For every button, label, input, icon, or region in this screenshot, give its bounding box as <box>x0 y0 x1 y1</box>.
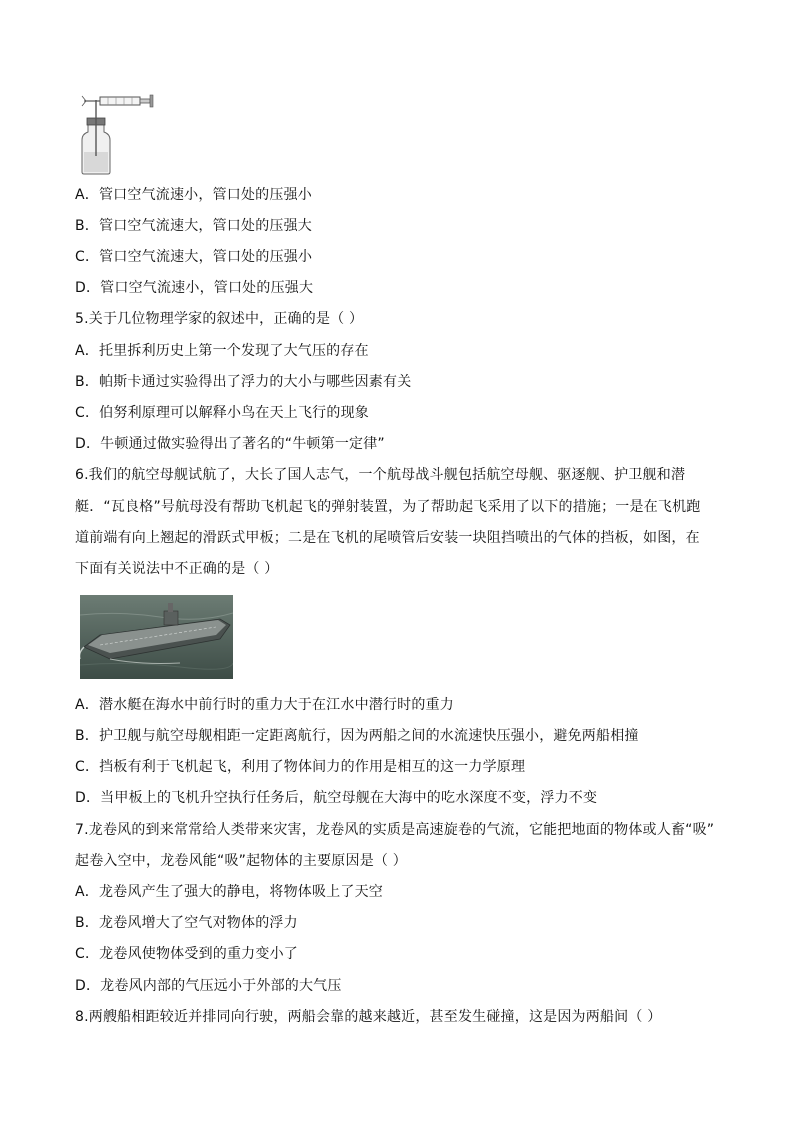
aircraft-carrier-photo <box>80 595 233 679</box>
q4-option-d: D．管口空气流速小，管口处的压强大 <box>75 280 314 296</box>
q7-option-b: B．龙卷风增大了空气对物体的浮力 <box>75 915 298 931</box>
q5-option-b: B．帕斯卡通过实验得出了浮力的大小与哪些因素有关 <box>75 374 412 390</box>
q6-option-b: B．护卫舰与航空母舰相距一定距离航行，因为两船之间的水流速快压强小，避免两船相撞 <box>75 728 639 744</box>
q7-stem-line: 起卷入空中，龙卷风能“吸”起物体的主要原因是（ ） <box>75 853 407 869</box>
q7-stem-line: 7.龙卷风的到来常常给人类带来灾害，龙卷风的实质是高速旋卷的气流，它能把地面的物体或人畜“吸” <box>75 822 715 838</box>
q6-stem-line: 艇．“瓦良格”号航母没有帮助飞机起飞的弹射装置，为了帮助起飞采用了以下的措施；一是在飞机跑 <box>75 499 701 515</box>
q6-option-c: C．挡板有利于飞机起飞，利用了物体间力的作用是相互的这一力学原理 <box>75 759 526 775</box>
q5-option-d: D．牛顿通过做实验得出了著名的“牛顿第一定律” <box>75 436 385 452</box>
q4-option-a: A．管口空气流速小，管口处的压强小 <box>75 187 312 203</box>
q7-option-a: A．龙卷风产生了强大的静电，将物体吸上了天空 <box>75 884 383 900</box>
q6-option-a: A．潜水艇在海水中前行时的重力大于在江水中潜行时的重力 <box>75 697 454 713</box>
q6-stem-line: 6.我们的航空母舰试航了，大长了国人志气，一个航母战斗舰包括航空母舰、驱逐舰、护卫舰和潜 <box>75 467 686 483</box>
q6-stem-line: 下面有关说法中不正确的是（ ） <box>75 561 279 577</box>
q7-option-d: D．龙卷风内部的气压远小于外部的大气压 <box>75 978 342 994</box>
q6-stem-line: 道前端有向上翘起的滑跃式甲板；二是在飞机的尾喷管后安装一块阻挡喷出的气体的挡板，如图，在 <box>75 530 700 546</box>
q8-stem: 8.两艘船相距较近并排同向行驶，两船会靠的越来越近，甚至发生碰撞，这是因为两船间（ ） <box>75 1009 662 1025</box>
q4-option-b: B．管口空气流速大，管口处的压强大 <box>75 218 313 234</box>
syringe-bottle-figure <box>74 94 156 176</box>
q6-option-d: D．当甲板上的飞机升空执行任务后，航空母舰在大海中的吃水深度不变，浮力不变 <box>75 790 598 806</box>
q5-option-a: A．托里拆利历史上第一个发现了大气压的存在 <box>75 343 369 359</box>
q7-option-c: C．龙卷风使物体受到的重力变小了 <box>75 946 298 962</box>
q5-option-c: C．伯努利原理可以解释小鸟在天上飞行的现象 <box>75 405 369 421</box>
q4-option-c: C．管口空气流速大，管口处的压强小 <box>75 249 313 265</box>
q5-stem: 5.关于几位物理学家的叙述中，正确的是（ ） <box>75 311 364 327</box>
